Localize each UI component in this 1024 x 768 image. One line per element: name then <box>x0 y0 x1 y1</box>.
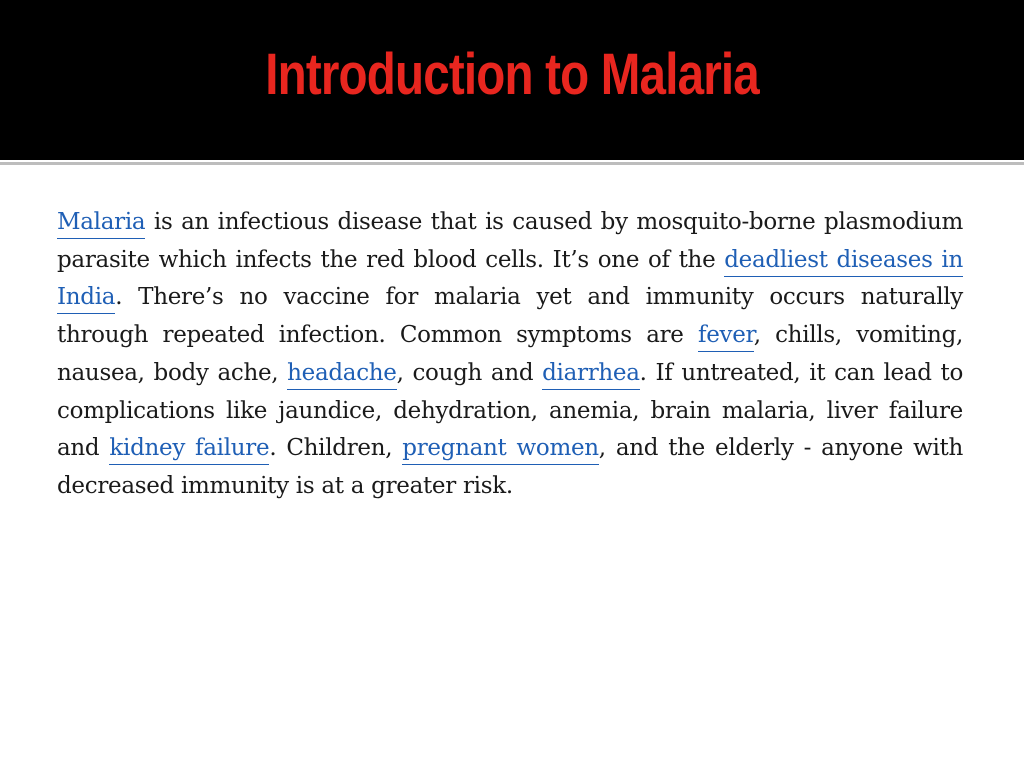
link-fever[interactable]: fever <box>698 322 754 352</box>
slide-title: Introduction to Malaria <box>265 41 759 107</box>
title-bar <box>0 0 1024 160</box>
paragraph-text-4: , cough and <box>396 359 543 386</box>
body-paragraph <box>57 204 963 506</box>
link-deadliest-diseases[interactable]: deadliest diseases in India <box>57 247 963 315</box>
link-pregnant-women[interactable]: pregnant women <box>402 435 599 465</box>
paragraph-text-2: . There’s no vaccine for malaria yet and immunity occurs naturally through repeated infection. Common symptoms are <box>57 284 963 349</box>
link-headache[interactable]: headache <box>287 360 396 390</box>
title-divider <box>0 160 1024 167</box>
paragraph-text-3: , chills, vomiting, nausea, body ache, <box>57 322 964 386</box>
paragraph-text-1: is an infectious disease that is caused by mosquito-borne plasmodium parasite which infects the red blood cells. It’s one of the <box>57 209 963 273</box>
link-malaria[interactable]: Malaria <box>57 209 145 239</box>
link-kidney-failure[interactable]: kidney failure <box>109 435 269 465</box>
paragraph-text-7: , and the elderly - anyone with decreased immunity is at a greater risk. <box>57 435 963 499</box>
paragraph-text-5: . If untreated, it can lead to complications like jaundice, dehydration, anemia, brain malaria, liver failure and <box>57 359 963 462</box>
paragraph-text-6: . Children, <box>269 435 403 462</box>
link-diarrhea[interactable]: diarrhea <box>542 360 640 390</box>
